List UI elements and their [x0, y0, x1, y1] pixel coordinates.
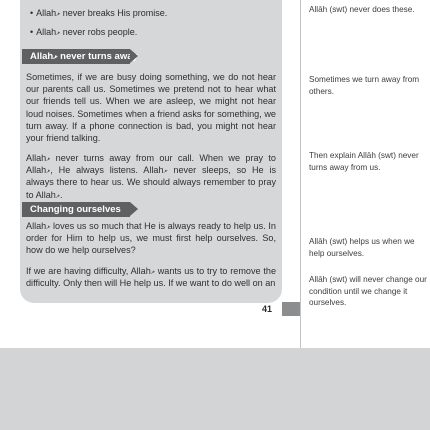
section-heading: Changing ourselves: [22, 202, 130, 217]
page-number-tab: [282, 302, 300, 316]
section-paragraph: Allahޅ never turns away from our call. When we pray to Allahޅ, He always listens. Allahޅ never sleeps, so He is always there to hear us. We should always remember to pray to Allahޅ.: [26, 153, 276, 200]
section-paragraph: Sometimes, if we are busy doing something, we do not hear our parents call us. Sometimes we pretend not to hear what our friends tell us. When we are asleep, we might not hear loud noises. Sometimes when a friend asks for something, we turn away. If a phone connection is bad, you might not hear your friend talking.: [26, 72, 276, 144]
teacher-note: Allāh (swt) never does these.: [309, 5, 415, 14]
teacher-note: Allāh (swt) will never change our condition until we change it ourselves.: [309, 275, 427, 307]
bullet-item: • Allahޅ never breaks His promise.: [30, 8, 168, 18]
section-heading: Allahޅ never turns away: [22, 49, 130, 64]
bullet-item: • Allahޅ never robs people.: [30, 27, 138, 37]
section-paragraph: If we are having difficulty, Allahޅ wants us to try to remove the difficulty. Only then will He help us. If we want to do well on an: [26, 266, 277, 289]
bullet-dot-icon: •: [30, 8, 34, 18]
teacher-notes-column: [300, 0, 430, 348]
teacher-note: Sometimes we turn away from others.: [309, 75, 420, 96]
page-number: 41: [262, 304, 273, 314]
background-margin: [0, 348, 430, 430]
teacher-note: Allāh (swt) helps us when we help ourselves.: [309, 237, 415, 258]
teacher-note: Then explain Allāh (swt) never turns away from us.: [309, 151, 419, 172]
bullet-dot-icon: •: [30, 27, 34, 37]
section-paragraph: Allahޅ loves us so much that He is always ready to help us. In order for Him to help us, we must first help ourselves. So, how do we help ourselves?: [26, 221, 276, 256]
